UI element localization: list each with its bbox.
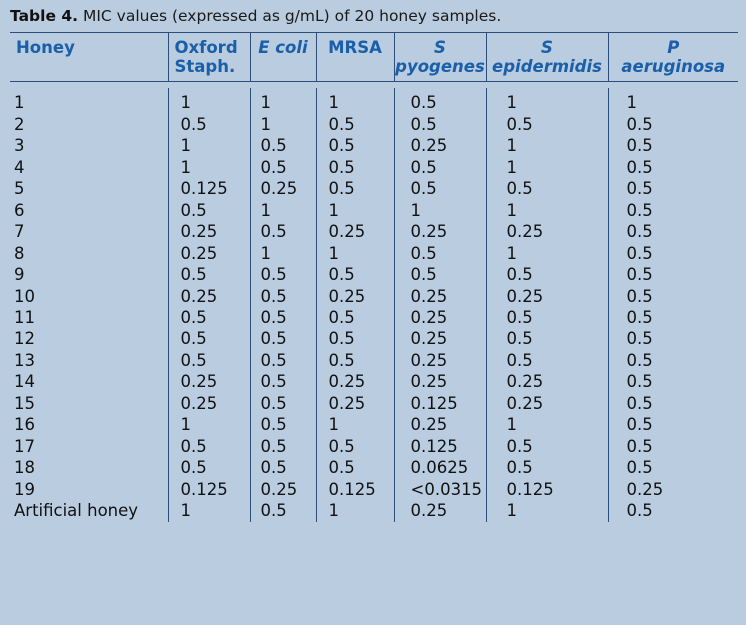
- table-cell: 0.5: [168, 457, 250, 478]
- table-cell: 0.25: [394, 307, 486, 328]
- column-header-s-pyogenes-line1: S: [434, 38, 446, 58]
- table-row: [10, 328, 738, 349]
- table-cell: 0.5: [626, 200, 653, 220]
- table-cell: 0.5: [316, 135, 394, 156]
- table-cell: 0.5: [486, 264, 608, 285]
- table-cell: 0.5: [250, 393, 316, 414]
- table-cell: 0.5: [168, 436, 250, 457]
- table-cell: 0.25: [486, 286, 608, 307]
- table-cell: 0.125: [394, 436, 486, 457]
- table-cell: 0.5: [316, 114, 394, 135]
- table-cell: 0.5: [394, 243, 486, 264]
- table-cell: 1: [168, 157, 250, 178]
- table-cell: 0.5: [250, 135, 316, 156]
- table-cell: 1: [316, 243, 394, 264]
- table-row: [10, 200, 738, 221]
- table-cell: 0.25: [394, 350, 486, 371]
- table-cell: 0.5: [316, 328, 394, 349]
- column-header-e-coli-line1: E coli: [258, 38, 308, 58]
- table-cell: 1: [316, 414, 394, 435]
- table-cell: 1: [250, 200, 316, 221]
- table-cell: 1: [626, 93, 637, 113]
- table-cell: 1: [250, 243, 316, 264]
- table-cell: 1: [316, 88, 394, 113]
- table-cell: 0.25: [394, 286, 486, 307]
- table-cell: 0.5: [168, 200, 250, 221]
- table-cell: 19: [10, 479, 168, 500]
- table-cell: 0.5: [626, 157, 653, 177]
- table-row: [10, 457, 738, 478]
- column-header-s-epidermidis: [486, 33, 608, 81]
- table-cell: 0.5: [316, 178, 394, 199]
- table-cell: 14: [10, 371, 168, 392]
- table-cell: 1: [168, 414, 250, 435]
- table-cell: 0.25: [168, 221, 250, 242]
- table-cell: 1: [486, 243, 608, 264]
- table-cell: 0.5: [250, 350, 316, 371]
- table-cell: 0.5: [486, 328, 608, 349]
- table-cell: 17: [10, 436, 168, 457]
- table-cell: 0.5: [626, 329, 653, 349]
- column-header-oxford-staph-line2: Staph.: [174, 57, 236, 77]
- table-row: [10, 264, 738, 285]
- table-cell: 0.25: [394, 414, 486, 435]
- table-cell: 9: [10, 264, 168, 285]
- table-row: [10, 114, 738, 135]
- table-cell: 0.25: [316, 371, 394, 392]
- column-header-oxford-staph: [168, 33, 250, 81]
- table-body: [10, 88, 738, 521]
- table-cell: 15: [10, 393, 168, 414]
- table-cell: 0.5: [626, 393, 653, 413]
- table-cell: 0.5: [316, 350, 394, 371]
- table-cell: 0.25: [486, 393, 608, 414]
- table-cell: 0.25: [168, 286, 250, 307]
- table-cell: 1: [250, 88, 316, 113]
- header-row: [10, 33, 738, 81]
- table-row: [10, 243, 738, 264]
- table-cell: 0.5: [316, 157, 394, 178]
- table-cell: 0.5: [250, 328, 316, 349]
- table-cell: 0.5: [626, 286, 653, 306]
- table-cell: 0.25: [486, 221, 608, 242]
- table-cell: 0.125: [168, 479, 250, 500]
- table-cell: 1: [486, 135, 608, 156]
- mic-values-table: [10, 33, 738, 521]
- table-cell: 0.5: [250, 371, 316, 392]
- table-cell: 1: [486, 200, 608, 221]
- table-cell: 0.5: [394, 157, 486, 178]
- table-cell: 0.5: [626, 458, 653, 478]
- table-cell: 1: [10, 88, 168, 113]
- table-cell: 1: [250, 114, 316, 135]
- table-cell: 0.25: [168, 243, 250, 264]
- table-cell: 0.5: [316, 264, 394, 285]
- table-cell: 0.25: [626, 479, 664, 499]
- table-cell: 12: [10, 328, 168, 349]
- table-cell: 0.5: [626, 501, 653, 521]
- column-header-p-aeruginosa-line1: P: [667, 38, 680, 58]
- table-cell: 0.5: [168, 350, 250, 371]
- table-cell: 0.25: [394, 221, 486, 242]
- table-cell: 6: [10, 200, 168, 221]
- column-header-mrsa-line1: MRSA: [328, 38, 382, 58]
- table-row: [10, 393, 738, 414]
- table-cell: 0.25: [316, 286, 394, 307]
- table-cell: 1: [316, 500, 394, 521]
- table-cell: 0.25: [394, 328, 486, 349]
- column-header-e-coli: [250, 33, 316, 81]
- table-cell: 0.5: [250, 307, 316, 328]
- table-cell: 0.5: [486, 114, 608, 135]
- table-row: [10, 157, 738, 178]
- table-cell: 0.25: [250, 479, 316, 500]
- column-header-honey: [10, 33, 168, 81]
- table-cell: 1: [168, 88, 250, 113]
- column-header-honey-line1: Honey: [16, 38, 75, 58]
- table-header: [10, 33, 738, 88]
- table-cell: 0.5: [316, 307, 394, 328]
- table-cell: 2: [10, 114, 168, 135]
- table-cell: 0.5: [250, 414, 316, 435]
- column-header-p-aeruginosa-line2: aeruginosa: [621, 57, 726, 77]
- table-cell: 0.5: [626, 372, 653, 392]
- table-cell: 0.5: [316, 457, 394, 478]
- table-cell: 1: [486, 500, 608, 521]
- table-cell: 0.125: [394, 393, 486, 414]
- table-cell: 0.5: [250, 457, 316, 478]
- table-row: [10, 479, 738, 500]
- table-cell: 4: [10, 157, 168, 178]
- table-cell: 0.5: [626, 136, 653, 156]
- table-cell: 0.5: [626, 308, 653, 327]
- table-cell: 0.5: [168, 307, 250, 328]
- table-cell: 0.5: [626, 350, 653, 370]
- table-cell: 1: [486, 414, 608, 435]
- table-row: [10, 286, 738, 307]
- table-cell: 0.25: [486, 371, 608, 392]
- table-cell: 0.5: [486, 307, 608, 328]
- table-row: [10, 135, 738, 156]
- table-cell: 0.125: [486, 479, 608, 500]
- table-cell: 0.5: [486, 436, 608, 457]
- table-cell: 0.5: [316, 436, 394, 457]
- table-cell: 0.125: [168, 178, 250, 199]
- column-header-s-pyogenes: [394, 33, 486, 81]
- table-cell: 0.5: [486, 457, 608, 478]
- table-cell: 0.25: [394, 371, 486, 392]
- table-cell: 0.5: [626, 436, 653, 456]
- table-cell: 1: [168, 500, 250, 521]
- table-cell: 13: [10, 350, 168, 371]
- table-cell: 0.5: [250, 286, 316, 307]
- column-header-s-epidermidis-line2: epidermidis: [492, 57, 602, 77]
- table-cell: 8: [10, 243, 168, 264]
- table-cell: 0.5: [626, 222, 653, 242]
- table-cell: 0.25: [316, 393, 394, 414]
- table-caption-label: Table 4.: [10, 7, 79, 25]
- table-cell: 0.5: [250, 264, 316, 285]
- table-cell: 0.5: [250, 221, 316, 242]
- table-cell: 0.5: [626, 114, 653, 134]
- table-cell: 10: [10, 286, 168, 307]
- table-caption: [10, 7, 738, 32]
- table-cell: 0.5: [626, 415, 653, 435]
- column-header-p-aeruginosa: [608, 33, 738, 81]
- table-cell: 0.5: [626, 265, 653, 285]
- table-cell: <0.0315: [394, 479, 486, 500]
- table-cell: 0.5: [626, 243, 653, 263]
- column-header-s-pyogenes-line2: pyogenes: [395, 57, 485, 77]
- table-cell: 0.5: [250, 436, 316, 457]
- table-cell: 0.5: [250, 157, 316, 178]
- table-cell: 0.5: [394, 264, 486, 285]
- column-header-mrsa: [316, 33, 394, 81]
- table-cell: 0.5: [486, 350, 608, 371]
- table-cell: 0.5: [394, 114, 486, 135]
- table-cell: 1: [168, 135, 250, 156]
- table-cell: 0.25: [250, 178, 316, 199]
- table-row: [10, 500, 738, 521]
- table-cell: 18: [10, 457, 168, 478]
- table-cell: 3: [10, 135, 168, 156]
- table-cell: 0.5: [486, 178, 608, 199]
- table-cell: 1: [316, 200, 394, 221]
- table-row: [10, 88, 738, 113]
- column-header-s-epidermidis-line1: S: [541, 38, 553, 58]
- table-cell: 1: [486, 88, 608, 113]
- table-cell: 0.25: [168, 371, 250, 392]
- table-cell: 7: [10, 221, 168, 242]
- table-cell: 0.0625: [394, 457, 486, 478]
- table-row: [10, 307, 738, 328]
- column-header-oxford-staph-line1: Oxford: [174, 38, 238, 58]
- table-row: [10, 436, 738, 457]
- table-cell: 0.5: [168, 328, 250, 349]
- table-cell: 5: [10, 178, 168, 199]
- table-cell: 11: [10, 307, 168, 328]
- table-cell: 0.5: [394, 178, 486, 199]
- table-cell: 0.5: [168, 114, 250, 135]
- table-cell: 0.25: [316, 221, 394, 242]
- table-cell: 0.5: [394, 88, 486, 113]
- table-cell: 16: [10, 414, 168, 435]
- table-cell: 0.25: [168, 393, 250, 414]
- table-cell: 0.25: [394, 135, 486, 156]
- table-cell: 0.125: [316, 479, 394, 500]
- table-cell: 0.5: [250, 500, 316, 521]
- table-row: [10, 178, 738, 199]
- table-row: [10, 350, 738, 371]
- table-row: [10, 414, 738, 435]
- table-cell: 0.5: [168, 264, 250, 285]
- table-caption-text: MIC values (expressed as g/mL) of 20 honey samples.: [78, 7, 502, 25]
- table-row: [10, 371, 738, 392]
- table-row: [10, 221, 738, 242]
- table-cell: 0.25: [394, 500, 486, 521]
- table-cell: 1: [486, 157, 608, 178]
- table-cell: Artificial honey: [10, 500, 168, 521]
- table-cell: 1: [394, 200, 486, 221]
- table-cell: 0.5: [626, 179, 653, 199]
